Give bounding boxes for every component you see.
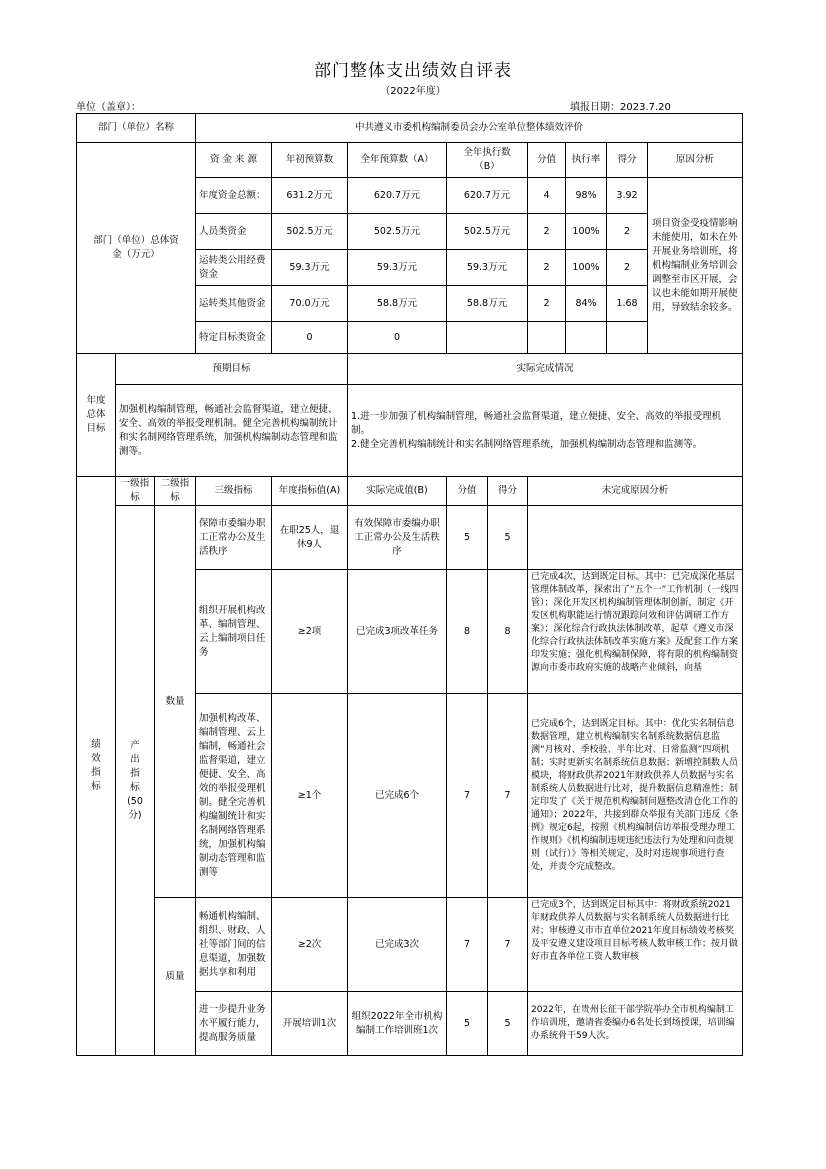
fund-row-got: 2 — [606, 249, 648, 286]
fund-row-name: 运转类公用经费资金 — [195, 249, 272, 286]
ind-row-target: ≥2次 — [271, 897, 348, 992]
funds-header-reason: 原因分析 — [647, 142, 743, 178]
ind-row-score: 7 — [446, 897, 488, 992]
fund-row-rate: 100% — [565, 213, 607, 250]
fund-row-init: 70.0万元 — [271, 285, 348, 322]
ind-level1: 产出指标(50分) — [115, 505, 155, 1056]
fund-row-init: 502.5万元 — [271, 213, 348, 250]
ind-row-target: ≥1个 — [271, 693, 348, 898]
fund-row-init: 59.3万元 — [271, 249, 348, 286]
ind-row-note: 2022年，在贵州长征干部学院举办全市机构编制工作培训班，邀请省委编办6名处长到场授课，培训编办系统骨干59人次。 — [527, 991, 743, 1056]
fill-date: 填报日期：2023.7.20 — [570, 102, 671, 113]
funds-label: 部门（单位）总体资金（万元） — [76, 142, 196, 354]
funds-header-full: 全年预算数（A） — [347, 142, 447, 178]
indicators-section-label: 绩效指标 — [76, 476, 116, 1056]
funds-reason: 项目资金受疫情影响未能使用，如未在外开展业务培训班，将机构编制业务培训会调整至市区开展，会议也未能如期开展使用，导致结余较多。 — [647, 177, 743, 354]
ind-row-actual: 有效保障市委编办职工正常办公及生活秩序 — [347, 505, 447, 570]
ind-row-note — [527, 505, 743, 570]
ind-row-actual: 已完成6个 — [347, 693, 447, 898]
fund-row-init: 631.2万元 — [271, 177, 348, 214]
fund-row-score: 2 — [527, 285, 566, 322]
fund-row-rate: 84% — [565, 285, 607, 322]
ind-row-score: 7 — [446, 693, 488, 898]
unit-label: 单位（盖章）： — [76, 102, 141, 113]
ind-header-got: 得分 — [487, 476, 528, 506]
fund-row-got: 1.68 — [606, 285, 648, 322]
fund-row-full: 58.8万元 — [347, 285, 447, 322]
ind-group-quantity: 数量 — [154, 505, 196, 898]
funds-header-got: 得分 — [606, 142, 648, 178]
fund-row-got: 3.92 — [606, 177, 648, 214]
fund-row-rate: 100% — [565, 249, 607, 286]
ind-header-score: 分值 — [446, 476, 488, 506]
ind-row-target: ≥2项 — [271, 569, 348, 694]
ind-row-actual: 组织2022年全市机构编制工作培训班1次 — [347, 991, 447, 1056]
goals-expected: 加强机构编制管理，畅通社会监督渠道，建立便捷、安全、高效的举报受理机制。健全完善机构编制统计和实名制网络管理系统，加强机构编制动态管理和监测等。 — [115, 384, 348, 477]
ind-row-note: 已完成3个，达到既定目标其中：将财政系统2021年财政供养人员数据与实名制系统人员数据进行比对；审核遵义市市直单位2021年度目标绩效考核奖及平安遵义建设项目目标考核人数审核工作；按月做好市直各单位工资人数审核 — [527, 897, 743, 992]
ind-row-got: 5 — [487, 505, 528, 570]
ind-header-level2: 二级指标 — [154, 476, 196, 506]
funds-header-source: 资 金 来 源 — [195, 142, 272, 178]
fund-row-exec — [446, 321, 528, 354]
ind-row-got: 5 — [487, 991, 528, 1056]
fund-row-rate — [565, 321, 607, 354]
ind-row-note: 已完成6个，达到既定目标。其中：优化实名制信息数据管理，建立机构编制实名制系统数据信息监测“月核对、季校验、半年比对、日常监测”四项机制；实时更新实名制系统信息数据；新增控制数人员模块，将财政供养2021年财政供养人员数据与实名制系统人员数据进行比对，提升数据信息精准性；制定印发了《关于规范机构编制问题整改清仓化工作的通知》；2022年，共接到群众举报有关部门违反《条例》规定6起，按照《机构编制信访举报受理办理工作规则》《机构编制违规违纪违法行为处理和问责规则（试行）》等相关规定，及时对违规事项进行查处，并责令完成整改。 — [527, 693, 743, 898]
fund-row-init: 0 — [271, 321, 348, 354]
funds-header-exec: 全年执行数（B） — [446, 142, 528, 178]
fund-row-exec: 58.8万元 — [446, 285, 528, 322]
fund-row-exec: 502.5万元 — [446, 213, 528, 250]
ind-row-name: 加强机构改革、编制管理、云上编制，畅通社会监督渠道，建立便捷、安全、高效的举报受理机制。健全完善机构编制统计和实名制网络管理系统，加强机构编制动态管理和监测等 — [195, 693, 272, 898]
ind-row-target: 开展培训1次 — [271, 991, 348, 1056]
ind-row-got: 7 — [487, 693, 528, 898]
ind-row-name: 保障市委编办职工正常办公及生活秩序 — [195, 505, 272, 570]
fund-row-full: 620.7万元 — [347, 177, 447, 214]
goals-actual-header: 实际完成情况 — [347, 353, 743, 385]
goals-expected-header: 预期目标 — [115, 353, 348, 385]
ind-row-name: 进一步提升业务水平履行能力，提高服务质量 — [195, 991, 272, 1056]
fund-row-full: 502.5万元 — [347, 213, 447, 250]
funds-header-init: 年初预算数 — [271, 142, 348, 178]
goals-label: 年度总体目标 — [76, 353, 116, 477]
ind-header-note: 未完成原因分析 — [527, 476, 743, 506]
ind-group-quality: 质量 — [154, 897, 196, 1056]
ind-header-level1: 一级指标 — [115, 476, 155, 506]
fund-row-full: 59.3万元 — [347, 249, 447, 286]
goals-actual: 1.进一步加强了机构编制管理，畅通社会监督渠道，建立便捷、安全、高效的举报受理机制。 2.健全完善机构编制统计和实名制网络管理系统，加强机构编制动态管理和监测等。 — [347, 384, 743, 477]
ind-row-actual: 已完成3次 — [347, 897, 447, 992]
ind-row-score: 8 — [446, 569, 488, 694]
ind-row-got: 8 — [487, 569, 528, 694]
fund-row-rate: 98% — [565, 177, 607, 214]
fund-row-name: 特定目标类资金 — [195, 321, 272, 354]
ind-header-target: 年度指标值(A) — [271, 476, 348, 506]
funds-header-score: 分值 — [527, 142, 566, 178]
ind-header-actual: 实际完成值(B) — [347, 476, 447, 506]
ind-row-name: 畅通机构编制、组织、财政、人社等部门间的信息渠道，加强数据共享和利用 — [195, 897, 272, 992]
fund-row-got: 2 — [606, 213, 648, 250]
dept-name-value: 中共遵义市委机构编制委员会办公室单位整体绩效评价 — [195, 113, 743, 143]
ind-header-level3: 三级指标 — [195, 476, 272, 506]
fund-row-exec: 59.3万元 — [446, 249, 528, 286]
fund-row-name: 运转类其他资金 — [195, 285, 272, 322]
fund-row-full: 0 — [347, 321, 447, 354]
ind-row-note: 已完成4次，达到既定目标。其中：已完成深化基层管理体制改革，探索出了“五个一”工作机制（一线四管）；深化开发区机构编制管理体制创新，制定《开发区机构职能运行情况跟踪问效和评估调研工作方案》；深化综合行政执法体制改革，起草《遵义市深化综合行政执法体制改革实施方案》及配套工作方案印发实施；强化机构编制保障，将有限的机构编制资源向市委市政府实施的战略产业倾斜，向基 — [527, 569, 743, 694]
fund-row-name: 人员类资金 — [195, 213, 272, 250]
fund-row-score: 2 — [527, 249, 566, 286]
fund-row-score: 4 — [527, 177, 566, 214]
page-title: 部门整体支出绩效自评表 — [314, 61, 512, 81]
ind-row-got: 7 — [487, 897, 528, 992]
dept-name-label: 部门（单位）名称 — [76, 113, 196, 143]
ind-row-score: 5 — [446, 505, 488, 570]
ind-row-target: 在职25人，退休9人 — [271, 505, 348, 570]
fund-row-score — [527, 321, 566, 354]
year-subtitle: （2022年度） — [380, 86, 446, 97]
funds-header-rate: 执行率 — [565, 142, 607, 178]
fund-row-exec: 620.7万元 — [446, 177, 528, 214]
fund-row-got — [606, 321, 648, 354]
fund-row-score: 2 — [527, 213, 566, 250]
ind-row-actual: 已完成3项改革任务 — [347, 569, 447, 694]
ind-row-score: 5 — [446, 991, 488, 1056]
ind-row-name: 组织开展机构改革、编制管理、云上编制项目任务 — [195, 569, 272, 694]
fund-row-name: 年度资金总额： — [195, 177, 272, 214]
